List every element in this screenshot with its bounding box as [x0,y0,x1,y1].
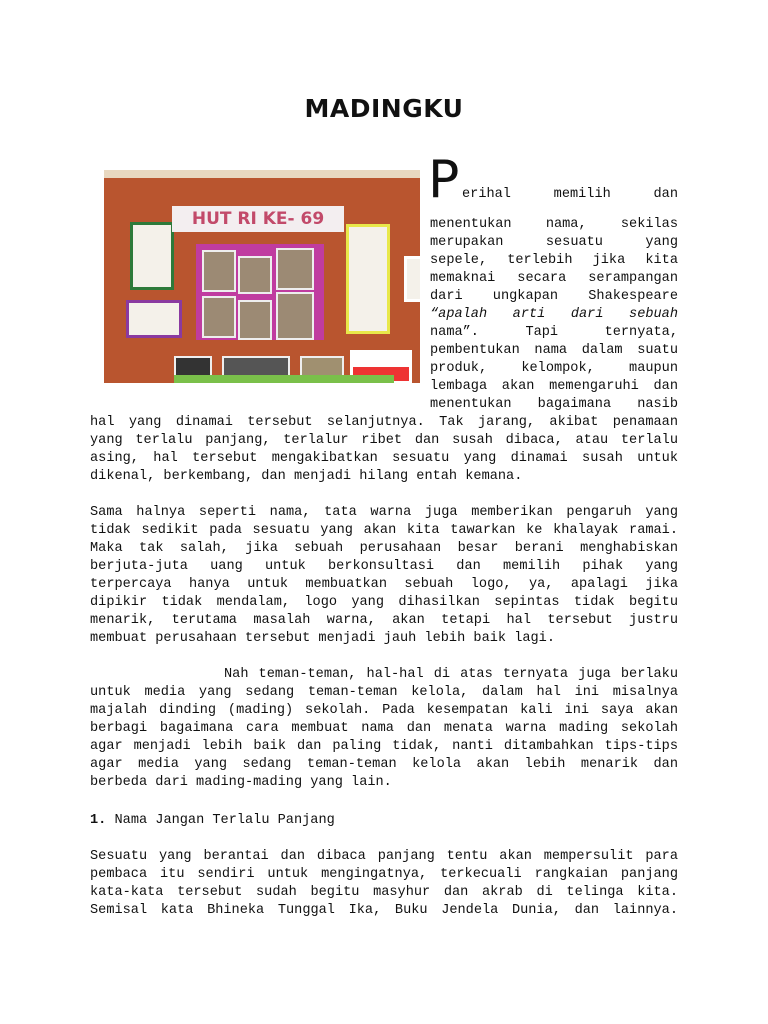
text-line: berjuta-juta uang untuk berkonsultasi dan memilih pihak yang [90,559,678,574]
text-line: asing, hal tersebut mengakibatkan sesuatu yang dinamai susah untuk [90,451,678,466]
text-line: majalah dinding (mading) sekolah. Pada kesempatan kali ini saya akan [90,703,678,718]
photo-frame [126,300,182,338]
text-line: nama”. Tapi ternyata, [430,325,678,340]
text-line: menarik, terutama masalah warna, akan tetapi hal tersebut justru [90,613,678,628]
text-line: produk, kelompok, maupun [430,361,678,376]
text-line: pembaca itu sendiri untuk mengingatnya, terkecuali rangkaian panjang [90,867,678,882]
text-line: kata-kata tersebut sudah begitu masyhur dan akrab di telinga kita. [90,885,678,900]
text-line: dipikir tidak mendalam, logo yang dihasilkan sepintas tidak begitu [90,595,678,610]
photo-portrait [202,250,236,292]
photo-portrait [276,248,314,290]
text-line: untuk media yang sedang teman-teman kelola, dalam hal ini misalnya [90,685,678,700]
photo-portrait [202,296,236,338]
text-line: tidak sedikit pada sesuatu yang akan kita tawarkan ke khalayak ramai. [90,523,678,538]
page-title: MADINGKU [304,94,464,123]
photo-frame [130,222,174,290]
text-line: dikenal, berkembang, dan menjadi hilang entah kemana. [90,469,523,484]
photo-portrait [238,256,272,294]
photo-frame [404,256,420,302]
photo-frame [346,224,390,334]
photo-grass [174,375,394,383]
photo-wall [104,170,420,178]
photo-portrait [276,292,314,340]
text-line: dari ungkapan Shakespeare [430,289,678,304]
text-line: Sama halnya seperti nama, tata warna juga memberikan pengaruh yang [90,505,678,520]
text-line: yang terlalu panjang, terlalur ribet dan susah dibaca, atau terlalu [90,433,678,448]
text-line: memaknai secara serampangan [430,271,678,286]
text-line: Maka tak salah, jika sebuah perusahaan besar berani menghabiskan [90,541,678,556]
text-line: terpercaya hanya untuk membuatkan sebuah logo, ya, apalagi jika [90,577,678,592]
section-heading [90,813,678,831]
text-line: berbagi bagaimana cara membuat nama dan menata warna mading sekolah [90,721,678,736]
text-line-quote: “apalah arti dari sebuah [430,307,678,322]
intro-right-column [430,217,678,415]
text-line: Sesuatu yang berantai dan dibaca panjang tentu akan mempersulit para [90,849,678,864]
text-line: lembaga akan memengaruhi dan [430,379,678,394]
text-line: agar media yang sedang teman-teman kelola akan lebih menarik dan [90,757,678,772]
text-line: menentukan nama, sekilas [430,217,678,232]
mading-photo [104,170,420,383]
text-line: agar menjadi lebih baik dan paling tidak, nanti ditambahkan tips-tips [90,739,678,754]
drop-cap: P [428,150,460,210]
text-line: menentukan bagaimana nasib [430,397,678,412]
text-line: erihal memilih dan [462,187,678,202]
text-line: hal yang dinamai tersebut selanjutnya. Tak jarang, akibat penamaan [90,415,678,430]
text-line: Semisal kata Bhineka Tunggal Ika, Buku Jendela Dunia, dan lainnya. [90,903,678,918]
text-line: merupakan sesuatu yang [430,235,678,250]
photo-banner: HUT RI KE- 69 [172,206,344,232]
text-line: berbeda dari mading-mading yang lain. [90,775,392,790]
photo-portrait [238,300,272,340]
text-line: pembentukan nama dalam suatu [430,343,678,358]
section-number: 1. [90,813,107,828]
text-line: sepele, terlebih jika kita [430,253,678,268]
text-line: membuat perusahaan tersebut menjadi jauh lebih baik lagi. [90,631,555,646]
section-title: Nama Jangan Terlalu Panjang [114,813,335,828]
body-text [90,415,678,921]
text-line: Nah teman-teman, hal-hal di atas ternyata juga berlaku [224,667,678,682]
